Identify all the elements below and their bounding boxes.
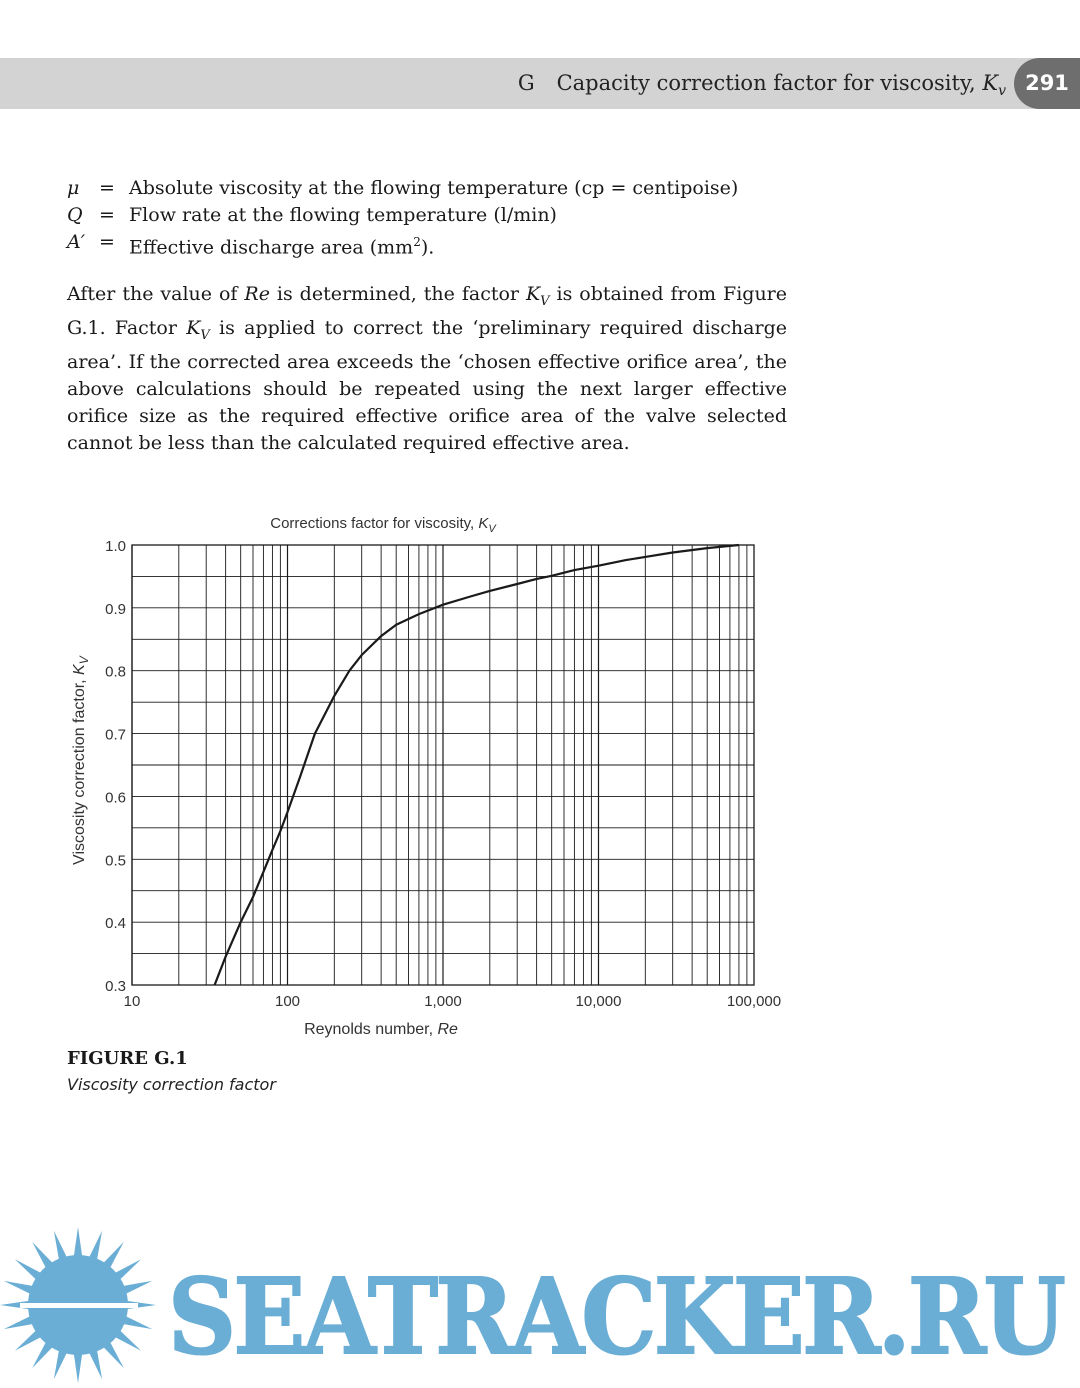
x-tick-label: 100,000: [726, 993, 782, 1010]
kv-symbol: K: [186, 316, 201, 339]
definition-equals: =: [99, 177, 115, 199]
chart-title: [270, 515, 497, 535]
definition-superscript: 2: [413, 235, 421, 249]
chart-title-symbol: K: [478, 515, 489, 532]
paragraph-text: is determined, the factor: [269, 283, 526, 305]
definition-text: Absolute viscosity at the flowing temperature (cp = centipoise): [129, 177, 739, 199]
sun-icon: [0, 1227, 156, 1383]
definition-row: [67, 229, 738, 261]
x-tick-label: 100: [274, 993, 301, 1010]
definition-text: Flow rate at the flowing temperature (l/min): [129, 204, 557, 226]
definition-equals: =: [99, 204, 115, 226]
paragraph-text: After the value of: [67, 283, 245, 305]
x-tick-label: 10: [123, 993, 141, 1010]
y-tick-label: 0.6: [105, 789, 126, 807]
y-tick-label: 0.5: [105, 852, 126, 870]
definition-text: [129, 229, 434, 261]
x-tick-label: 1,000: [424, 993, 462, 1010]
section-letter: G: [517, 71, 535, 95]
kv-subscript: V: [540, 293, 550, 309]
figure-caption: Viscosity correction factor: [67, 1075, 276, 1094]
viscosity-correction-chart: [60, 505, 800, 1045]
x-axis-label-symbol: Re: [437, 1021, 458, 1038]
sun-ray: [73, 1227, 82, 1259]
definition-symbol: μ: [67, 177, 80, 199]
running-header: [518, 58, 1006, 109]
y-tick-label: 0.9: [105, 600, 126, 618]
x-tick-label: 10,000: [575, 993, 622, 1010]
x-axis-label: [304, 1021, 458, 1038]
y-axis-label-subscript: V: [77, 656, 91, 665]
definition-symbol: Q: [67, 204, 83, 226]
kv-subscript: V: [200, 327, 210, 343]
definition-row: [67, 202, 738, 229]
y-axis-label-text: Viscosity correction factor,: [71, 674, 88, 865]
kv-symbol: K: [525, 283, 541, 305]
title-subscript: v: [998, 83, 1006, 100]
definition-equals: =: [99, 231, 115, 253]
symbol-definitions: [67, 175, 738, 261]
y-tick-label: 0.8: [105, 663, 126, 681]
definition-symbol: A′: [67, 231, 86, 253]
y-tick-label: 0.4: [105, 915, 126, 933]
section-title: Capacity correction factor for viscosity,: [556, 71, 983, 95]
y-axis-label: [71, 655, 91, 865]
definition-text-main: Effective discharge area (mm: [129, 236, 414, 259]
paragraph-text: is applied to correct the ‘preliminary required discharge area’. If the corrected area exceeds the ‘chosen effective orifice area’, the above calculations should be repeated using the next larger effective orifice size as the required effective orifice area of the valve selected cannot be less than the calculated required effective area.: [67, 316, 787, 454]
chart-title-text: Corrections factor for viscosity,: [270, 515, 479, 532]
y-axis-label-symbol: K: [71, 664, 88, 675]
body-paragraph: [67, 281, 787, 457]
watermark-text: SEATRACKER.RU: [168, 1255, 1065, 1378]
title-symbol: K: [982, 71, 999, 95]
definition-row: [67, 175, 738, 202]
x-axis-label-text: Reynolds number,: [304, 1021, 438, 1038]
chart-title-subscript: V: [488, 523, 496, 535]
y-tick-label: 0.7: [105, 726, 126, 744]
figure-label: FIGURE G.1: [67, 1048, 188, 1069]
definition-text-tail: ).: [420, 236, 435, 259]
page-number: 291: [1014, 58, 1080, 109]
y-tick-label: 1.0: [105, 538, 126, 555]
re-symbol: Re: [244, 283, 270, 305]
paragraph-text: is obtained from Figure G.1. Factor: [67, 283, 788, 339]
y-tick-label: 0.3: [105, 978, 126, 995]
watermark-logo: [0, 1225, 1080, 1388]
sun-ray: [73, 1351, 82, 1383]
